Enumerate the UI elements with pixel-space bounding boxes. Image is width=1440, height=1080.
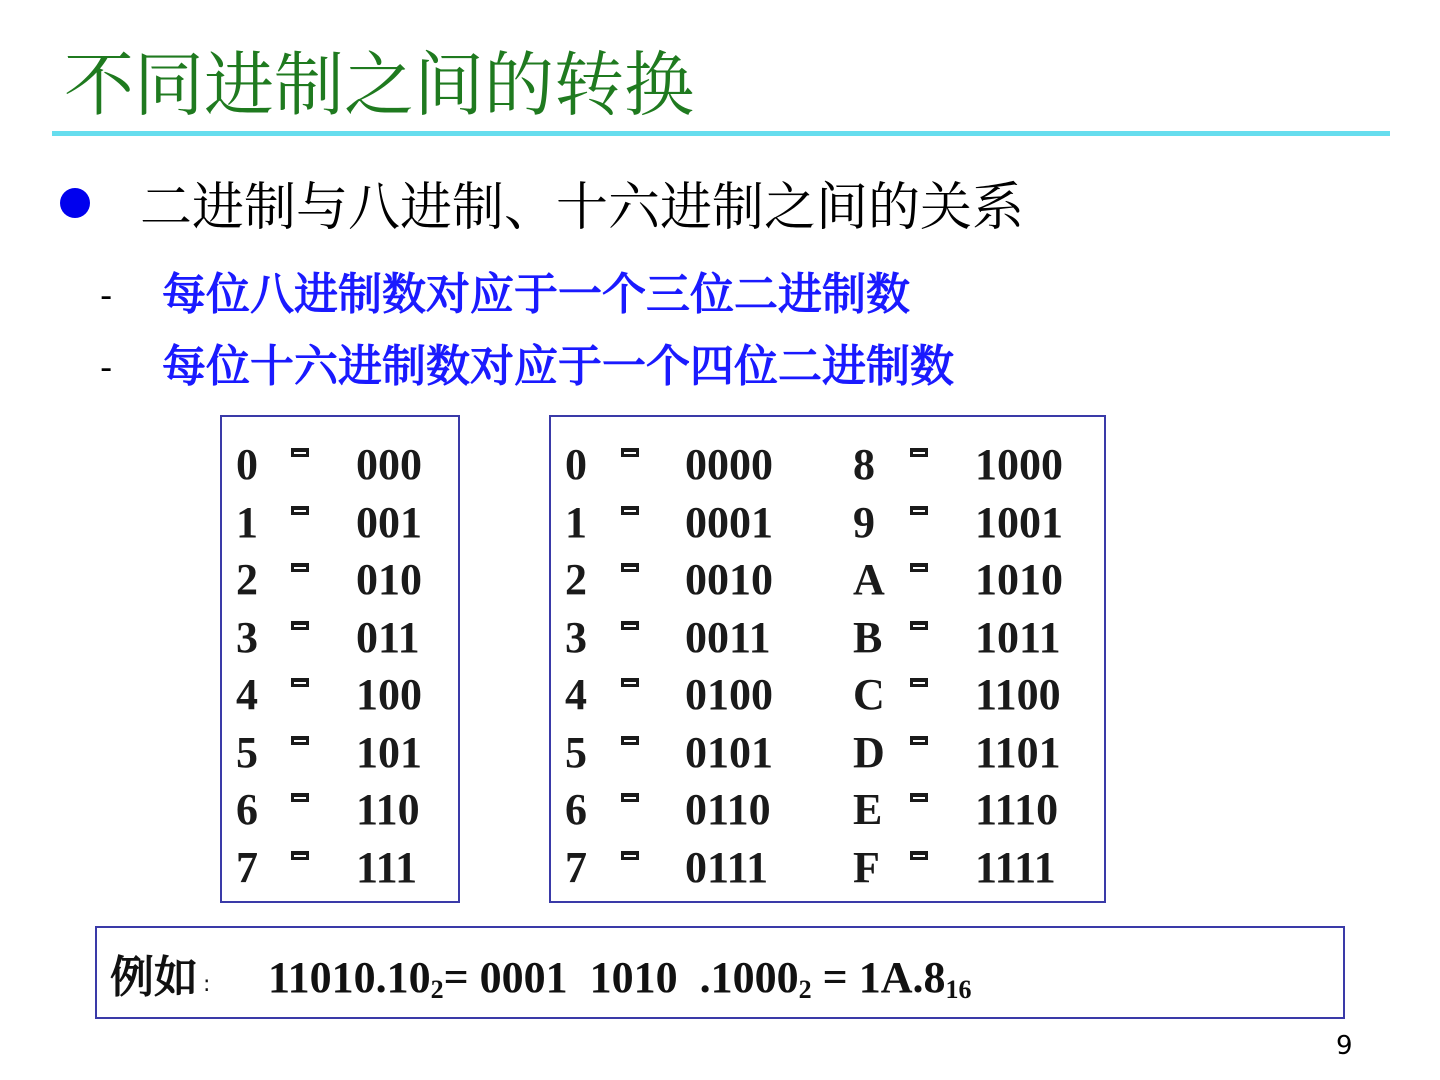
missing-glyph-icon (621, 678, 639, 687)
missing-glyph-icon (910, 678, 928, 687)
octal-row-digit: 3 (236, 612, 258, 662)
octal-row-digit: 2 (236, 555, 258, 604)
dash-marker: - (100, 276, 113, 316)
octal-row-binary: 011 (356, 612, 420, 662)
octal-row-digit: 4 (236, 670, 258, 719)
hex-left-row-binary: 0010 (685, 555, 773, 604)
dash-marker: - (100, 348, 113, 388)
hex-right-row-digit: A (853, 555, 885, 604)
example-part1: 11010.10 (268, 953, 431, 1002)
octal-row-digit: 6 (236, 785, 258, 834)
example-part2: = 0001 1010 .1000 (443, 953, 799, 1002)
missing-glyph-icon (291, 563, 309, 572)
octal-row-digit: 0 (236, 440, 258, 489)
hex-right-row-digit: C (853, 670, 885, 719)
example-colon: : (203, 972, 211, 997)
example-sub2: 2 (798, 975, 812, 1004)
octal-row-binary: 111 (356, 842, 418, 892)
octal-row-binary: 110 (356, 785, 420, 834)
missing-glyph-icon (621, 448, 639, 457)
missing-glyph-icon (621, 563, 639, 572)
hex-right-row-binary: 1011 (975, 612, 1061, 662)
missing-glyph-icon (291, 678, 309, 687)
hex-right-row-binary: 1010 (975, 555, 1063, 604)
hex-left-row-digit: 2 (565, 555, 587, 604)
example-expression (268, 948, 972, 1008)
hex-left-row-binary: 0101 (685, 727, 773, 777)
main-bullet: 二进制与八进制、十六进制之间的关系 (140, 178, 1025, 238)
missing-glyph-icon (291, 621, 309, 630)
hex-left-row-digit: 6 (565, 785, 587, 834)
hex-right-row-digit: B (853, 612, 883, 662)
hex-left-row-digit: 1 (565, 497, 587, 547)
title-underline (52, 131, 1390, 136)
hex-left-row-binary: 0110 (685, 785, 771, 834)
hex-right-row-binary: 1100 (975, 670, 1061, 719)
octal-row-binary: 001 (356, 497, 422, 547)
hex-left-row-digit: 5 (565, 727, 587, 777)
hex-right-row-binary: 1001 (975, 497, 1063, 547)
octal-row-binary: 000 (356, 440, 422, 489)
octal-row-binary: 010 (356, 555, 422, 604)
hex-right-row-digit: D (853, 727, 885, 777)
missing-glyph-icon (621, 793, 639, 802)
hex-left-row-binary: 0000 (685, 440, 773, 489)
hex-left-row-binary: 0100 (685, 670, 773, 719)
missing-glyph-icon (621, 851, 639, 860)
hex-left-row-binary: 0011 (685, 612, 771, 662)
octal-row-digit: 1 (236, 497, 258, 547)
missing-glyph-icon (291, 736, 309, 745)
hex-right-row-binary: 1000 (975, 440, 1063, 489)
hex-right-row-digit: F (853, 842, 880, 892)
hex-right-row-digit: E (853, 785, 883, 834)
octal-row-binary: 101 (356, 727, 422, 777)
missing-glyph-icon (291, 851, 309, 860)
hex-left-row-digit: 4 (565, 670, 587, 719)
hex-left-row-digit: 0 (565, 440, 587, 489)
missing-glyph-icon (621, 736, 639, 745)
hex-left-row-digit: 3 (565, 612, 587, 662)
octal-row-binary: 100 (356, 670, 422, 719)
missing-glyph-icon (291, 506, 309, 515)
missing-glyph-icon (621, 506, 639, 515)
example-sub3: 16 (945, 975, 972, 1004)
missing-glyph-icon (910, 621, 928, 630)
missing-glyph-icon (910, 851, 928, 860)
missing-glyph-icon (291, 448, 309, 457)
example-label: 例如 (110, 952, 198, 1003)
hex-right-row-binary: 1111 (975, 842, 1056, 892)
example-sub1: 2 (430, 975, 444, 1004)
page-number: 9 (1336, 1031, 1353, 1061)
missing-glyph-icon (910, 563, 928, 572)
missing-glyph-icon (910, 448, 928, 457)
missing-glyph-icon (910, 793, 928, 802)
hex-right-row-binary: 1110 (975, 785, 1059, 834)
hex-right-row-digit: 9 (853, 497, 875, 547)
hex-right-row-binary: 1101 (975, 727, 1061, 777)
missing-glyph-icon (910, 506, 928, 515)
example-part3: = 1A.8 (811, 953, 946, 1002)
hex-left-row-digit: 7 (565, 842, 587, 892)
octal-row-digit: 5 (236, 727, 258, 777)
octal-row-digit: 7 (236, 842, 258, 892)
slide-title: 不同进制之间的转换 (64, 44, 694, 126)
bullet-dot-icon (60, 188, 90, 218)
hex-left-row-binary: 0001 (685, 497, 773, 547)
hex-right-row-digit: 8 (853, 440, 875, 489)
sub-bullet-octal: 每位八进制数对应于一个三位二进制数 (162, 269, 910, 320)
hex-left-row-binary: 0111 (685, 842, 769, 892)
missing-glyph-icon (291, 793, 309, 802)
missing-glyph-icon (621, 621, 639, 630)
sub-bullet-hex: 每位十六进制数对应于一个四位二进制数 (162, 341, 954, 392)
missing-glyph-icon (910, 736, 928, 745)
